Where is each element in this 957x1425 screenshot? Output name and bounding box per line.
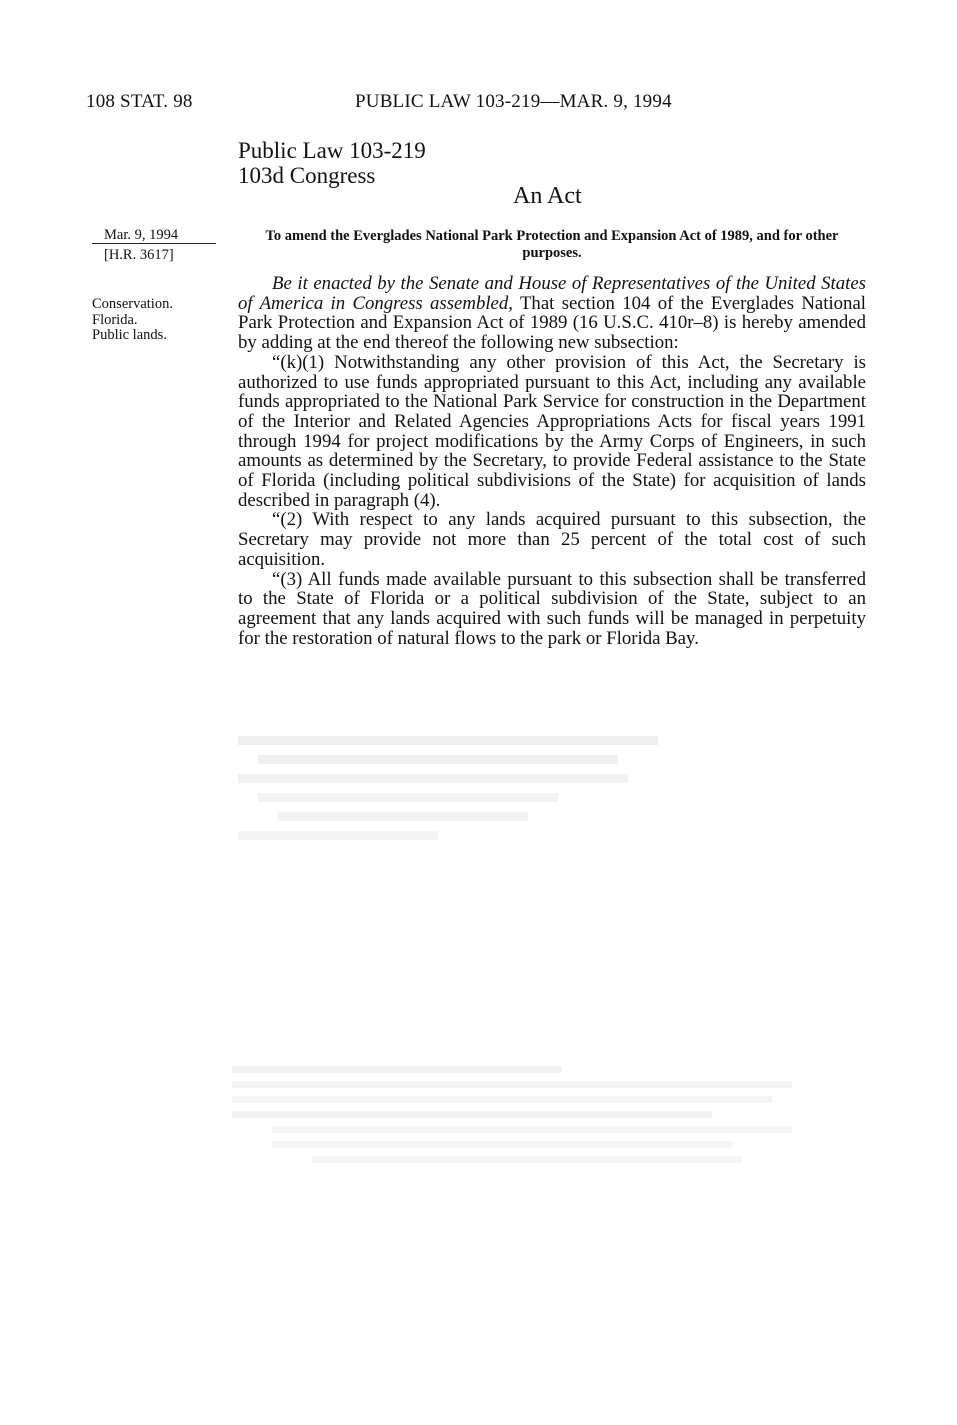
margin-topics bbox=[92, 297, 173, 344]
margin-topic: Conservation. bbox=[92, 296, 173, 312]
margin-divider bbox=[92, 243, 216, 244]
margin-topic: Florida. bbox=[92, 311, 138, 328]
show-through-block bbox=[238, 730, 658, 850]
margin-date: Mar. 9, 1994 bbox=[104, 227, 179, 243]
act-purpose: To amend the Everglades National Park Protection and Expansion Act of 1989, and for other purposes. bbox=[265, 228, 839, 261]
margin-bill-number: [H.R. 3617] bbox=[104, 247, 174, 263]
show-through-footnotes bbox=[232, 1066, 792, 1171]
enacting-formula: Be it enacted by the Senate and House of Representatives of the United States of America in Congress assembled, bbox=[238, 273, 866, 314]
subsection-paragraph: “(k)(1) Notwithstanding any other provision of this Act, the Secretary is authorized to use funds appropriated pursuant to this Act, including any available funds appropriated to the National Park Service for construction in the Department of the Interior and Related Agencies Appropriations Acts for fiscal years 1991 through 1994 for project modifications by the Army Corps of Engineers, in such amounts as determined by the Secretary, to provide Federal assistance to the State of Florida (including political subdivisions of the State) for acquisition of lands described in paragraph (4). bbox=[238, 351, 866, 511]
margin-topic: Public lands. bbox=[92, 327, 167, 343]
subsection-paragraph: “(2) With respect to any lands acquired pursuant to this subsection, the Secretary may provide not more than 25 percent of the total cost of such acquisition. bbox=[238, 509, 866, 570]
public-law-number: Public Law 103-219 bbox=[238, 138, 426, 163]
subsection-paragraph: “(3) All funds made available pursuant to this subsection shall be transferred to the State of Florida or a political subdivision of the State, subject to an agreement that any lands acquired with such funds will be managed in perpetuity for the restoration of natural flows to the park or Florida Bay. bbox=[238, 568, 866, 649]
enacting-text: That section 104 of the Everglades National Park Protection and Expansion Act of 1989 (16 U.S.C. 410r–8) is hereby amended by adding at the end thereof the following new subsection: bbox=[238, 292, 866, 354]
enacting-clause bbox=[238, 274, 866, 353]
stat-page-number: 108 STAT. 98 bbox=[86, 91, 193, 112]
act-heading: An Act bbox=[513, 183, 582, 209]
act-body bbox=[238, 274, 866, 648]
congress-number: 103d Congress bbox=[238, 163, 376, 188]
running-header-title: PUBLIC LAW 103-219—MAR. 9, 1994 bbox=[355, 91, 672, 112]
